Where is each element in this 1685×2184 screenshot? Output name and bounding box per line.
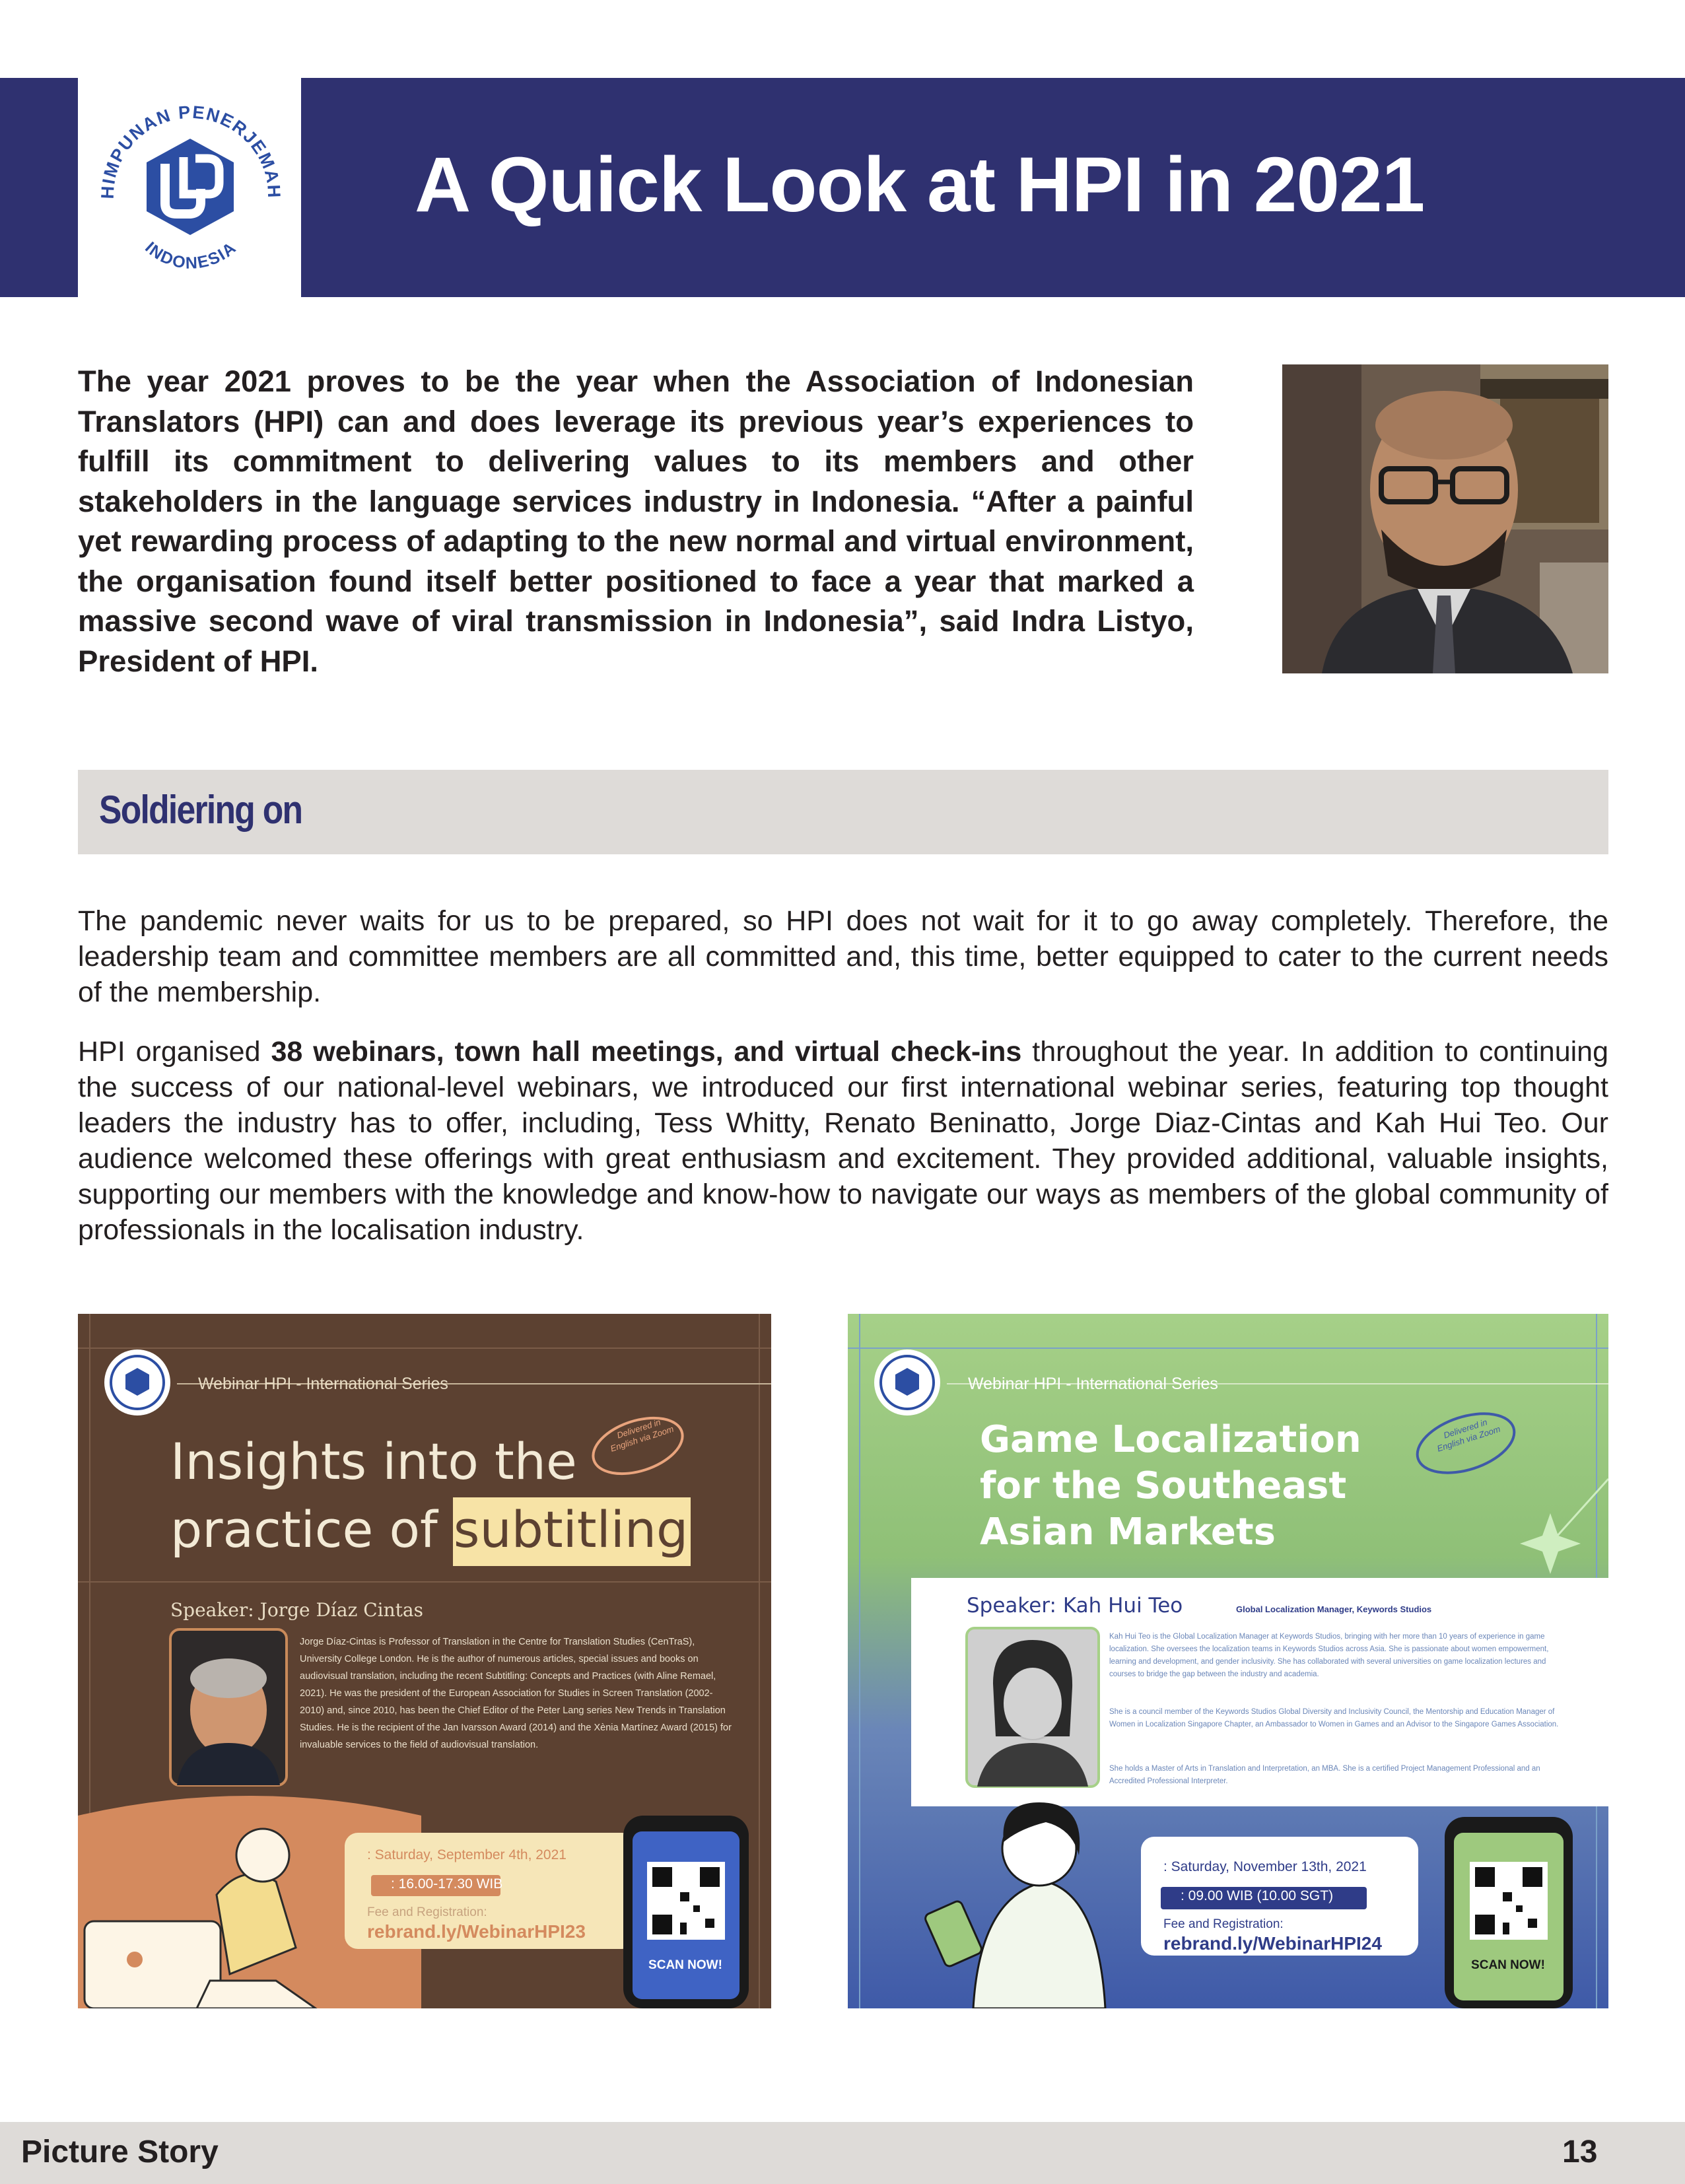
poster2-fee-label: Fee and Registration:: [1163, 1917, 1284, 1931]
poster1-link[interactable]: rebrand.ly/WebinarHPI23: [367, 1921, 586, 1942]
poster1-title-line1: Insights into the: [170, 1432, 577, 1491]
p2-rest: throughout the year. In addition to continuing the success of our national-level webinars, we introduced our first international webinar series, featuring top thought leaders the industry has to offer, including, Tess Whitty, Renato Beninatto, Jorge Diaz-Cintas and Kah Hui Teo. Our audience welcomed these offerings with great enthusiasm and excitement. They provided additional, valuable insights, supporting our members with the knowledge and know-how to navigate our ways as members of the global community of professionals in the localisation industry.: [78, 1036, 1609, 1246]
p2-lead: HPI organised: [78, 1036, 271, 1068]
poster2-bio-3: She holds a Master of Arts in Translation and Interpretation, an MBA. She is a certified Project Management Professional and an Accredited Professional Interpreter.: [1109, 1765, 1540, 1785]
poster1-date: : Saturday, September 4th, 2021: [367, 1847, 567, 1862]
poster2-bio-1: Kah Hui Teo is the Global Localization Manager at Keywords Studios, bringing with her more than 10 years of experience in game localization. She oversees the localization teams in Keywords Studios across Asia. She is passionate about women empowerment, learning and development, and gender inclusivity. She has collaborated with several universities on game localization lectures and courses to bridge the gap between the industry and academia.: [1109, 1633, 1549, 1678]
poster2-speaker-role: Global Localization Manager, Keywords Studios: [1236, 1604, 1432, 1614]
poster2-time: : 09.00 WIB (10.00 SGT): [1181, 1888, 1334, 1903]
body-paragraph-1: The pandemic never waits for us to be prepared, so HPI does not wait for it to go away completely. Therefore, the leadership team and committee members are all committed and, this time, better equipped to cater to the current needs of the membership.: [78, 905, 1608, 1008]
poster1-fee-label: Fee and Registration:: [367, 1905, 487, 1919]
logo-ring-bottom: INDONESIA: [141, 238, 240, 273]
poster2-series-label: Webinar HPI - International Series: [968, 1375, 1218, 1393]
p2-highlight: 38 webinars, town hall meetings, and virtual check-ins: [271, 1036, 1022, 1068]
section-title: Soldiering on: [99, 788, 302, 832]
section-header-bar: [78, 770, 1608, 854]
poster1-title-plain: practice of: [170, 1500, 454, 1559]
webinar-poster-subtitling: [78, 1314, 771, 2008]
poster1-title-highlight: subtitling: [453, 1500, 689, 1559]
poster1-scan-now: SCAN NOW!: [648, 1958, 722, 1972]
poster1-time: : 16.00-17.30 WIB: [391, 1876, 503, 1892]
poster1-speaker: Speaker: Jorge Díaz Cintas: [170, 1599, 423, 1621]
poster2-bio-2: She is a council member of the Keywords Studios Global Diversity and Inclusivity Council, the Mentorship and Education Manager of Women in Localization Singapore Chapter, an Ambassador to Women in Games and an Advisor to the Singapore Games Association.: [1109, 1708, 1559, 1728]
hpi-logo-emblem: [78, 78, 301, 297]
poster2-title-line2: for the Southeast: [980, 1464, 1347, 1507]
poster2-badge: Delivered in English via Zoom: [1435, 1417, 1502, 1454]
body-paragraph-2: [78, 1034, 1608, 1248]
poster2-title-line3: Asian Markets: [980, 1511, 1276, 1553]
president-photo: [1282, 364, 1608, 673]
poster2-speaker: Speaker: Kah Hui Teo: [967, 1594, 1183, 1618]
page-number: 13: [1562, 2134, 1598, 2169]
poster2-scan-now: SCAN NOW!: [1471, 1958, 1545, 1972]
page-title: A Quick Look at HPI in 2021: [415, 141, 1425, 228]
poster2-title-line1: Game Localization: [980, 1418, 1361, 1461]
footer-band: [0, 2122, 1685, 2184]
poster1-badge: Delivered in English via Zoom: [609, 1417, 675, 1454]
logo-ring-top: HIMPUNAN PENERJEMAH: [97, 102, 285, 199]
poster1-series-label: Webinar HPI - International Series: [198, 1375, 448, 1393]
svg-text:INDONESIA: [141, 238, 240, 273]
webinar-poster-game-localization: [848, 1314, 1608, 2008]
hpi-logo: [78, 78, 301, 297]
poster2-link[interactable]: rebrand.ly/WebinarHPI24: [1163, 1933, 1382, 1954]
poster1-bio: Jorge Díaz-Cintas is Professor of Translation in the Centre for Translation Studies (CenTraS), University College London. He is the author of numerous articles, special issues and books on audiovisual translation, including the recent Subtitling: Concepts and Practices (with Aline Remael, 2021). He was the president of the European Association for Studies in Screen Translation (2002-2010) and, since 2010, has been the Chief Editor of the Peter Lang series New Trends in Translation Studies. He is the recipient of the Jan Ivarsson Award (2014) and the Xènia Martínez Award (2015) for invaluable services to the field of audiovisual translation.: [300, 1637, 732, 1750]
intro-paragraph: The year 2021 proves to be the year when the Association of Indonesian Translators (HPI) can and does leverage its previous year’s experiences to fulfill its commitment to delivering values to its members and other stakeholders in the language services industry in Indonesia. “After a painful yet rewarding process of adapting to the new normal and virtual environment, the organisation found itself better positioned to face a year that marked a massive second wave of viral transmission in Indonesia”, said Indra Listyo, President of HPI.: [78, 364, 1194, 678]
poster2-date: : Saturday, November 13th, 2021: [1163, 1859, 1367, 1874]
footer-section-label: Picture Story: [21, 2134, 219, 2169]
poster1-title-line2: [170, 1493, 688, 1566]
